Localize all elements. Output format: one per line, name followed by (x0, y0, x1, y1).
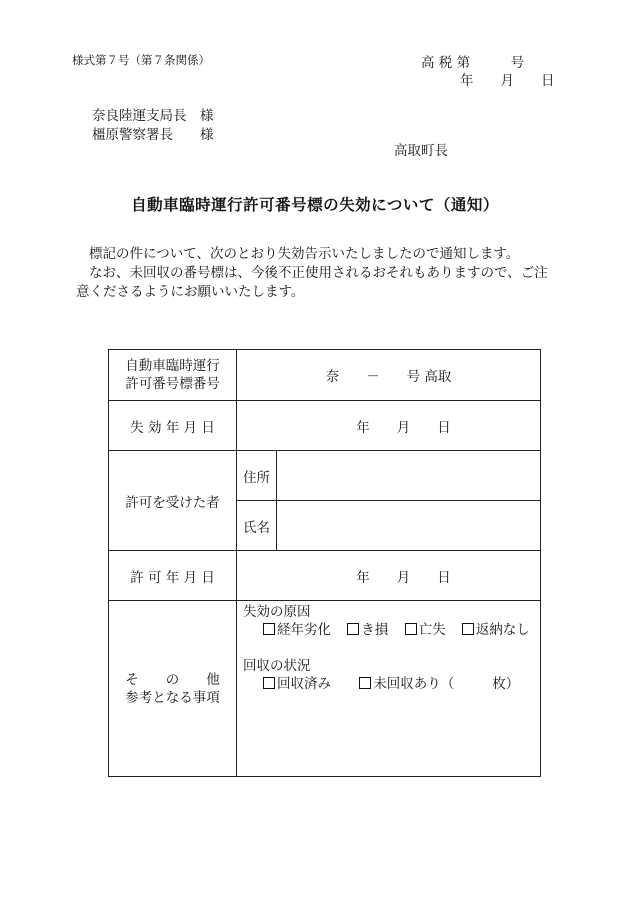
plate-number-value: 奈 － 号 高取 (237, 350, 541, 401)
body-paragraph-1: 標記の件について、次のとおり失効告示いたしましたので通知します。 (89, 246, 520, 262)
cause-option-damage[interactable]: き損 (347, 622, 388, 638)
row-permit-date (109, 551, 541, 601)
cause-option-wear[interactable]: 経年劣化 (263, 622, 331, 638)
address-label: 住所 (237, 451, 277, 501)
expiry-date-label: 失 効 年 月 日 (109, 401, 237, 451)
name-value (277, 501, 541, 551)
plate-number-label: 自動車臨時運行 許可番号標番号 (109, 350, 237, 401)
recovery-option-uncollected[interactable]: 未回収あり（ 枚） (359, 676, 519, 692)
cause-heading: 失効の原因 (243, 604, 311, 620)
form-number: 様式第７号（第７条関係） (72, 53, 210, 67)
checkbox-icon (263, 677, 275, 689)
cause-option-not-returned[interactable]: 返納なし (462, 622, 530, 638)
recovery-options (243, 675, 534, 693)
document-number: 高 税 第 号 (421, 55, 525, 71)
other-notes-content (237, 601, 541, 777)
permit-date-label: 許 可 年 月 日 (109, 551, 237, 601)
row-other-notes (109, 601, 541, 777)
document-date: 年 月 日 (460, 73, 555, 89)
sender: 高取町長 (394, 143, 448, 159)
notice-table (108, 349, 541, 777)
document-title: 自動車臨時運行許可番号標の失効について（通知） (131, 195, 499, 214)
row-plate-number (109, 350, 541, 401)
checkbox-icon (347, 623, 359, 635)
permit-date-value: 年 月 日 (237, 551, 541, 601)
checkbox-icon (359, 677, 371, 689)
addressee-2: 橿原警察署長 様 (92, 127, 214, 143)
checkbox-icon (263, 623, 275, 635)
row-expiry-date (109, 401, 541, 451)
row-permit-holder-address (109, 451, 541, 501)
address-value (277, 451, 541, 501)
expiry-date-value: 年 月 日 (237, 401, 541, 451)
name-label: 氏名 (237, 501, 277, 551)
cause-option-lost[interactable]: 亡失 (405, 622, 446, 638)
cause-options (243, 621, 534, 639)
checkbox-icon (462, 623, 474, 635)
body-paragraph-2: なお、未回収の番号標は、今後不正使用されるおそれもありますので、ご注意くださるようにお願いいたします。 (76, 265, 548, 300)
checkbox-icon (405, 623, 417, 635)
addressee-1: 奈良陸運支局長 様 (92, 108, 214, 124)
recovery-heading: 回収の状況 (243, 658, 311, 674)
recovery-option-collected[interactable]: 回収済み (263, 676, 331, 692)
permit-holder-label: 許可を受けた者 (109, 451, 237, 551)
other-notes-label: そ の 他 参考となる事項 (109, 601, 237, 777)
